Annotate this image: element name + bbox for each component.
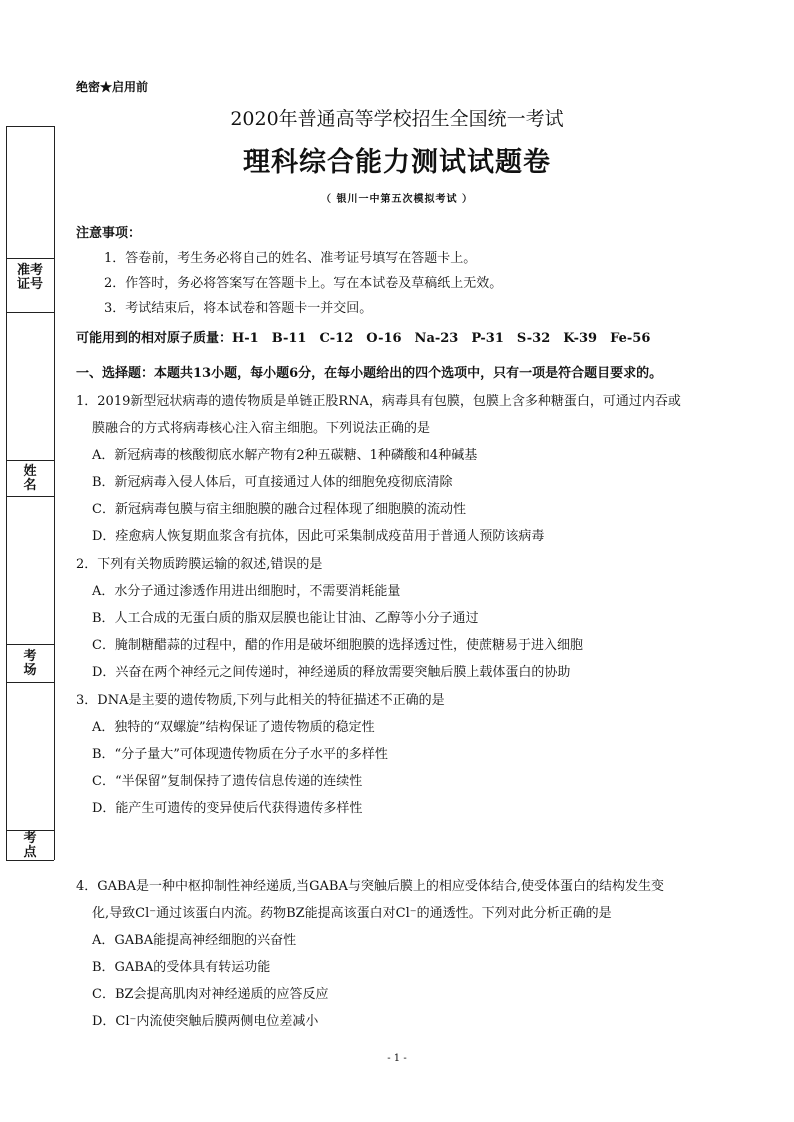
binding-strip-divider bbox=[6, 258, 54, 259]
paper-title: 理科综合能力测试试题卷 bbox=[243, 147, 551, 178]
question-stem: 化,导致Cl⁻通过该蛋白内流。药物BZ能提高该蛋白对Cl⁻的通透性。下列对此分析正确的是 bbox=[92, 906, 612, 921]
side-label-name: 姓 名 bbox=[23, 464, 37, 493]
question-option: A．GABA能提高神经细胞的兴奋性 bbox=[92, 933, 297, 948]
exam-title: 2020年普通高等学校招生全国统一考试 bbox=[230, 108, 564, 130]
question-option: C．腌制糖醋蒜的过程中，醋的作用是破坏细胞膜的选择透过性，使蔗糖易于进入细胞 bbox=[92, 638, 583, 653]
question-option: C．“半保留”复制保持了遗传信息传递的连续性 bbox=[92, 774, 363, 789]
question-stem: 1．2019新型冠状病毒的遗传物质是单链正股RNA，病毒具有包膜，包膜上含多种糖蛋白，可通过内吞或 bbox=[76, 394, 681, 409]
question-option: B．GABA的受体具有转运功能 bbox=[92, 960, 271, 975]
binding-strip-right-border bbox=[54, 126, 55, 860]
side-label-exam-site: 考 点 bbox=[23, 831, 37, 860]
section-heading: 一、选择题：本题共13小题，每小题6分，在每小题给出的四个选项中，只有一项是符合题目要求的。 bbox=[76, 366, 663, 381]
notice-item: 1．答卷前，考生务必将自己的姓名、准考证号填写在答题卡上。 bbox=[104, 251, 477, 266]
question-option: D．Cl⁻内流使突触后膜两侧电位差减小 bbox=[92, 1014, 319, 1029]
binding-strip-bottom bbox=[6, 860, 54, 861]
question-option: D．能产生可遗传的变异使后代获得遗传多样性 bbox=[92, 801, 363, 816]
binding-strip-divider bbox=[6, 496, 54, 497]
question-option: A．水分子通过渗透作用进出细胞时，不需要消耗能量 bbox=[92, 584, 401, 599]
question-option: A．独特的“双螺旋”结构保证了遗传物质的稳定性 bbox=[92, 720, 375, 735]
question-option: B．人工合成的无蛋白质的脂双层膜也能让甘油、乙醇等小分子通过 bbox=[92, 611, 479, 626]
side-label-ticket-number: 准考 证号 bbox=[16, 263, 43, 292]
paper-subtitle: （ 银川一中第五次模拟考试 ） bbox=[321, 194, 473, 205]
binding-strip-top bbox=[6, 126, 54, 127]
question-option: D．痊愈病人恢复期血浆含有抗体，因此可采集制成疫苗用于普通人预防该病毒 bbox=[92, 529, 545, 544]
question-stem: 膜融合的方式将病毒核心注入宿主细胞。下列说法正确的是 bbox=[92, 421, 431, 436]
question-stem: 3．DNA是主要的遗传物质,下列与此相关的特征描述不正确的是 bbox=[76, 693, 445, 708]
confidential-label: 绝密★启用前 bbox=[76, 80, 149, 94]
binding-strip-divider bbox=[6, 312, 54, 313]
question-option: A．新冠病毒的核酸彻底水解产物有2种五碳糖、1种磷酸和4种碱基 bbox=[92, 448, 478, 463]
binding-strip-divider bbox=[6, 460, 54, 461]
binding-strip-divider bbox=[6, 682, 54, 683]
page-number: - 1 - bbox=[387, 1053, 407, 1064]
binding-strip-divider bbox=[6, 644, 54, 645]
side-label-exam-room: 考 场 bbox=[23, 649, 37, 678]
question-option: C．新冠病毒包膜与宿主细胞膜的融合过程体现了细胞膜的流动性 bbox=[92, 502, 466, 517]
binding-strip-left-border bbox=[6, 126, 7, 860]
question-stem: 2．下列有关物质跨膜运输的叙述,错误的是 bbox=[76, 557, 323, 572]
question-option: D．兴奋在两个神经元之间传递时，神经递质的释放需要突触后膜上载体蛋白的协助 bbox=[92, 665, 571, 680]
notice-item: 2．作答时，务必将答案写在答题卡上。写在本试卷及草稿纸上无效。 bbox=[104, 276, 503, 291]
atomic-masses: 可能用到的相对原子质量：H-1 B-11 C-12 O-16 Na-23 P-31 S-32 K-39 Fe-56 bbox=[76, 331, 651, 346]
question-option: B．新冠病毒入侵人体后，可直接通过人体的细胞免疫彻底清除 bbox=[92, 475, 453, 490]
question-option: C．BZ会提高肌肉对神经递质的应答反应 bbox=[92, 987, 329, 1002]
question-option: B．“分子量大”可体现遗传物质在分子水平的多样性 bbox=[92, 747, 388, 762]
notice-item: 3．考试结束后，将本试卷和答题卡一并交回。 bbox=[104, 301, 373, 316]
question-stem: 4．GABA是一种中枢抑制性神经递质,当GABA与突触后膜上的相应受体结合,使受体蛋白的结构发生变 bbox=[76, 879, 664, 894]
notice-heading: 注意事项： bbox=[76, 226, 142, 241]
